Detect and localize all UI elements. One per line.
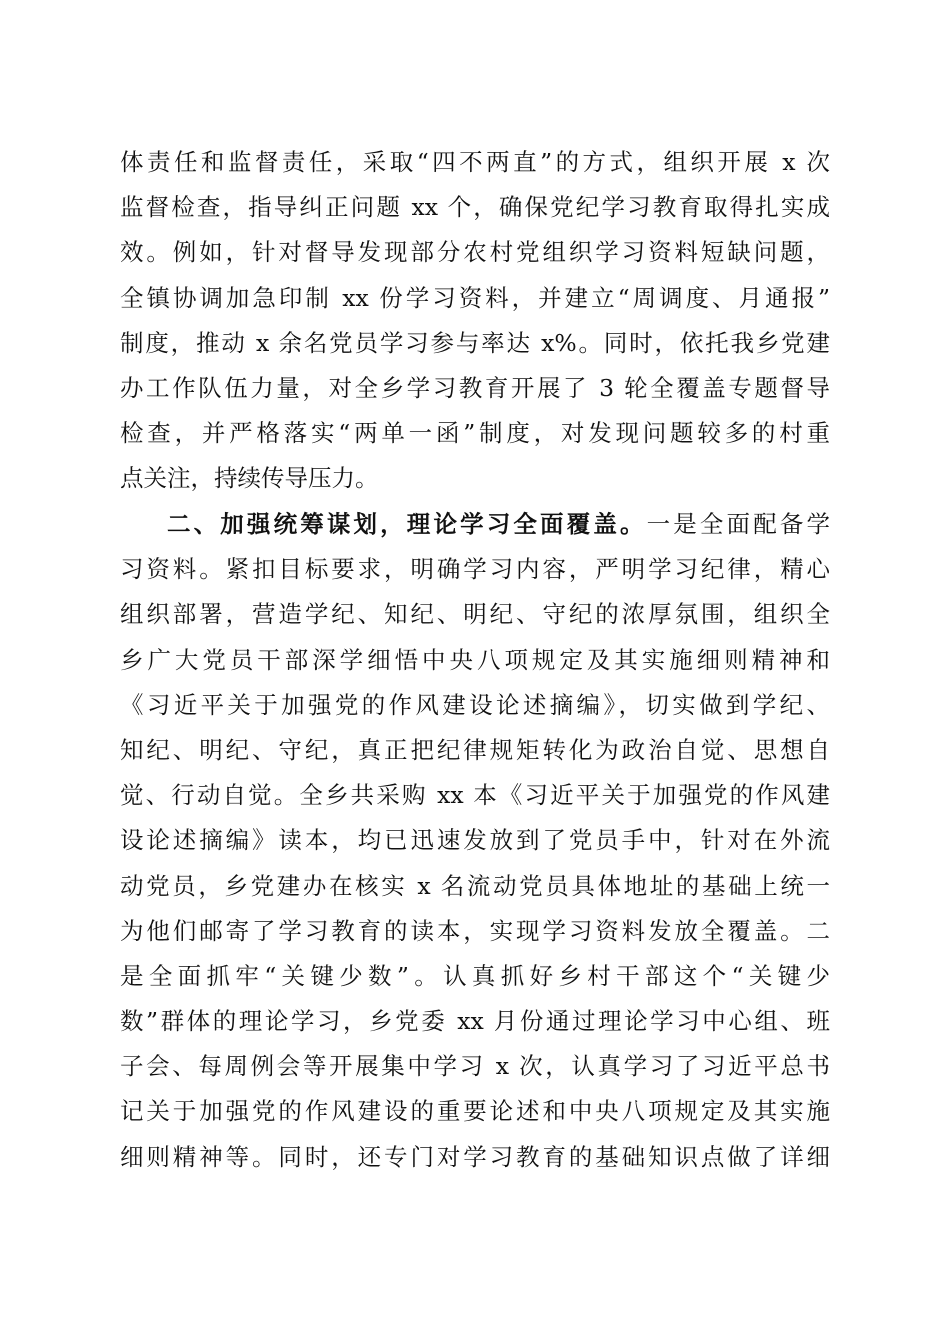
text-line: 子会、每周例会等开展集中学习 x 次，认真学习了习近平总书 — [120, 1052, 830, 1081]
text-line: 全镇协调加急印制 xx 份学习资料，并建立“周调度、月通报” — [120, 283, 830, 312]
text-line: 点关注，持续传导压力。 — [120, 464, 379, 493]
text-line: 设论述摘编》读本，均已迅速发放到了党员手中，针对在外流 — [120, 826, 830, 855]
text-line: 体责任和监督责任，采取“四不两直”的方式，组织开展 x 次 — [120, 148, 830, 176]
section-heading: 二、加强统筹谋划，理论学习全面覆盖。 — [167, 510, 647, 538]
text-line: 细则精神等。同时，还专门对学习教育的基础知识点做了详细 — [120, 1142, 830, 1171]
text-line: 制度，推动 x 余名党员学习参与率达 x%。同时，依托我乡党建 — [120, 328, 830, 357]
text-line: 记关于加强党的作风建设的重要论述和中央八项规定及其实施 — [120, 1097, 830, 1126]
text-line: 为他们邮寄了学习教育的读本，实现学习资料发放全覆盖。二 — [120, 916, 830, 945]
paragraph-supervision — [120, 140, 830, 502]
text-line: 检查，并严格落实“两单一函”制度，对发现问题较多的村重 — [120, 419, 830, 448]
text-line: 办工作队伍力量，对全乡学习教育开展了 3 轮全覆盖专题督导 — [120, 373, 830, 402]
text-line: 动党员，乡党建办在核实 x 名流动党员具体地址的基础上统一 — [120, 871, 830, 900]
text-line: 是全面抓牢“关键少数”。认真抓好乡村干部这个“关键少 — [120, 961, 830, 990]
text-line: 数”群体的理论学习，乡党委 xx 月份通过理论学习中心组、班 — [120, 1007, 830, 1036]
text-line: 监督检查，指导纠正问题 xx 个，确保党纪学习教育取得扎实成 — [120, 193, 830, 222]
text-line: 效。例如，针对督导发现部分农村党组织学习资料短缺问题， — [120, 238, 830, 267]
text-line: 习资料。紧扣目标要求，明确学习内容，严明学习纪律，精心 — [120, 555, 830, 584]
text-run: 一是全面配备学 — [646, 510, 830, 538]
text-line: 《习近平关于加强党的作风建设论述摘编》，切实做到学纪、 — [120, 690, 830, 719]
text-line: 组织部署，营造学纪、知纪、明纪、守纪的浓厚氛围，组织全 — [120, 600, 830, 629]
paragraph-theory-study — [120, 502, 830, 1180]
text-line: 知纪、明纪、守纪，真正把纪律规矩转化为政治自觉、思想自 — [120, 735, 830, 764]
text-line: 乡广大党员干部深学细悟中央八项规定及其实施细则精神和 — [120, 645, 830, 674]
paragraph-first-line — [120, 502, 830, 547]
text-line: 觉、行动自觉。全乡共采购 xx 本《习近平关于加强党的作风建 — [120, 781, 830, 810]
